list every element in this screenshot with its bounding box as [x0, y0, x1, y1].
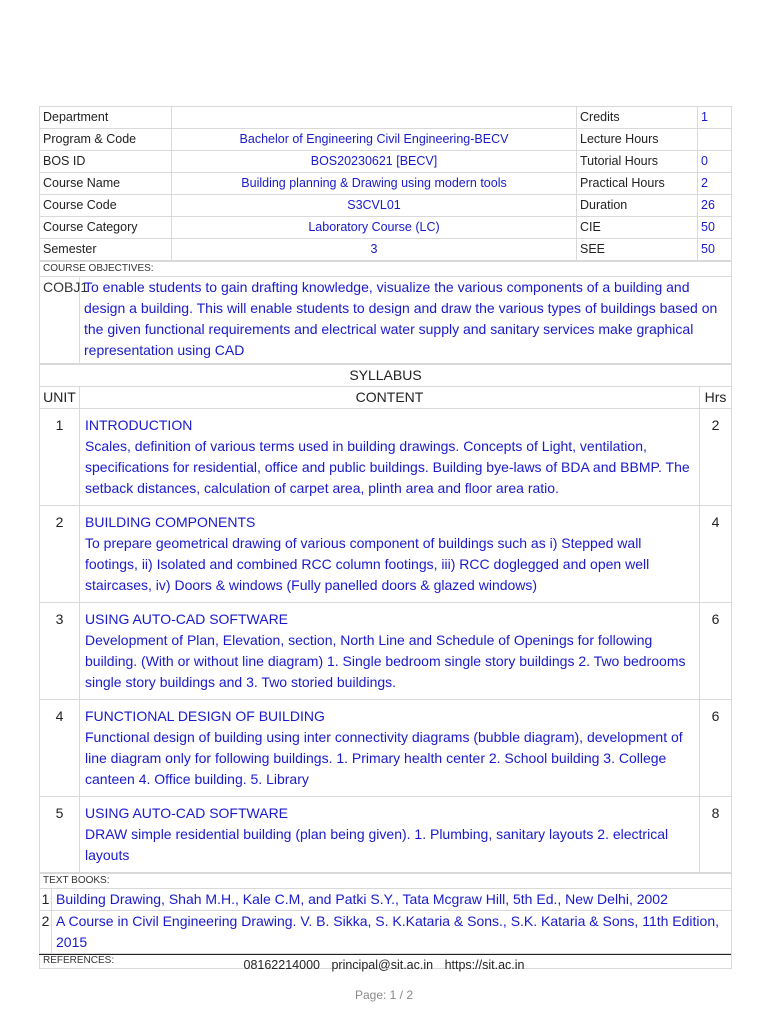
info-value: 3	[172, 239, 577, 261]
footer-website[interactable]: https://sit.ac.in	[444, 958, 525, 972]
textbooks-heading: TEXT BOOKS:	[40, 874, 732, 889]
info-right-value: 50	[698, 239, 732, 261]
info-value: Bachelor of Engineering Civil Engineering-BECV	[172, 129, 577, 151]
unit-title: FUNCTIONAL DESIGN OF BUILDING	[85, 708, 325, 724]
info-value	[172, 107, 577, 129]
hrs-column-header: Hrs	[700, 387, 732, 409]
info-label: Department	[40, 107, 172, 129]
syllabus-heading: SYLLABUS	[40, 365, 732, 387]
objective-row	[40, 277, 732, 364]
textbook-number: 1	[40, 889, 52, 911]
unit-hours: 6	[700, 603, 732, 700]
info-row	[40, 173, 732, 195]
footer-email[interactable]: principal@sit.ac.in	[331, 958, 434, 972]
info-row	[40, 151, 732, 173]
info-right-label: Lecture Hours	[577, 129, 698, 151]
info-right-label: Tutorial Hours	[577, 151, 698, 173]
info-label: Course Category	[40, 217, 172, 239]
info-label: Program & Code	[40, 129, 172, 151]
syllabus-unit-row	[40, 700, 732, 797]
unit-description: Scales, definition of various terms used in building drawings. Concepts of Light, ventilation, specifications for residential, office and public buildings. Building bye-laws of BDA and BBMP. The setback distances, calculation of carpet area, plinth area and floor area ratio.	[85, 438, 690, 496]
info-right-value: 50	[698, 217, 732, 239]
page-number: Page: 1 / 2	[354, 988, 414, 1002]
info-row	[40, 195, 732, 217]
unit-hours: 8	[700, 797, 732, 873]
unit-column-header: UNIT	[40, 387, 80, 409]
unit-number: 1	[40, 409, 80, 506]
unit-title: USING AUTO-CAD SOFTWARE	[85, 805, 289, 821]
unit-description: DRAW simple residential building (plan being given). 1. Plumbing, sanitary layouts 2. electrical layouts	[85, 826, 669, 863]
info-row	[40, 239, 732, 261]
info-label: BOS ID	[40, 151, 172, 173]
info-right-label: Credits	[577, 107, 698, 129]
unit-hours: 6	[700, 700, 732, 797]
textbook-text: Building Drawing, Shah M.H., Kale C.M, and Patki S.Y., Tata Mcgraw Hill, 5th Ed., New Delhi, 2002	[52, 889, 732, 911]
textbook-number: 2	[40, 911, 52, 954]
info-right-label: CIE	[577, 217, 698, 239]
info-right-value: 26	[698, 195, 732, 217]
info-right-value: 1	[698, 107, 732, 129]
syllabus-unit-row	[40, 603, 732, 700]
info-value: Building planning & Drawing using modern tools	[172, 173, 577, 195]
objective-text: To enable students to gain drafting knowledge, visualize the various components of a building and design a building. This will enable students to design and draw the various types of buildings based on the given functional requirements and electrical water supply and sanitary services make graphical representation using CAD	[80, 277, 732, 364]
info-value: Laboratory Course (LC)	[172, 217, 577, 239]
unit-description: Functional design of building using inter connectivity diagrams (bubble diagram), development of line diagram only for following buildings. 1. Primary health center 2. School building 3. College canteen 4. Office building. 5. Library	[85, 729, 683, 787]
unit-title: INTRODUCTION	[85, 417, 193, 433]
syllabus-unit-row	[40, 409, 732, 506]
footer-phone: 08162214000	[243, 958, 320, 972]
footer-divider	[39, 954, 731, 955]
textbook-text: A Course in Civil Engineering Drawing. V. B. Sikka, S. K.Kataria & Sons., S.K. Kataria & Sons, 11th Edition, 2015	[52, 911, 732, 954]
syllabus-table	[39, 364, 732, 873]
unit-number: 4	[40, 700, 80, 797]
course-info-table	[39, 106, 732, 261]
unit-description: Development of Plan, Elevation, section, North Line and Schedule of Openings for following building. (With or without line diagram) 1. Single bedroom single story buildings 2. Two bedrooms single story buildings and 3. Two storied buildings.	[85, 632, 686, 690]
unit-description: To prepare geometrical drawing of various component of buildings such as i) Stepped wall footings, ii) Isolated and combined RCC column footings, iii) RCC doglegged and open well staircases, iv) Doors & windows (Fully panelled doors & glazed windows)	[85, 535, 650, 593]
info-row	[40, 129, 732, 151]
info-value: S3CVL01	[172, 195, 577, 217]
info-value: BOS20230621 [BECV]	[172, 151, 577, 173]
info-row	[40, 107, 732, 129]
unit-hours: 2	[700, 409, 732, 506]
unit-content	[80, 409, 700, 506]
info-right-value: 2	[698, 173, 732, 195]
info-label: Semester	[40, 239, 172, 261]
unit-title: BUILDING COMPONENTS	[85, 514, 256, 530]
references-heading: REFERENCES:	[40, 954, 732, 969]
info-right-value: 0	[698, 151, 732, 173]
unit-title: USING AUTO-CAD SOFTWARE	[85, 611, 289, 627]
info-right-value	[698, 129, 732, 151]
unit-content	[80, 700, 700, 797]
unit-number: 5	[40, 797, 80, 873]
unit-content	[80, 506, 700, 603]
info-right-label: Duration	[577, 195, 698, 217]
unit-number: 2	[40, 506, 80, 603]
info-label: Course Code	[40, 195, 172, 217]
content-column-header: CONTENT	[80, 387, 700, 409]
objective-id: COBJ1	[40, 277, 80, 364]
footer-contact	[0, 956, 768, 974]
info-right-label: SEE	[577, 239, 698, 261]
unit-hours: 4	[700, 506, 732, 603]
textbook-row	[40, 889, 732, 911]
unit-content	[80, 797, 700, 873]
info-right-label: Practical Hours	[577, 173, 698, 195]
objectives-heading: COURSE OBJECTIVES:	[40, 262, 732, 277]
unit-content	[80, 603, 700, 700]
textbook-row	[40, 911, 732, 954]
info-row	[40, 217, 732, 239]
unit-number: 3	[40, 603, 80, 700]
syllabus-unit-row	[40, 506, 732, 603]
syllabus-unit-row	[40, 797, 732, 873]
objectives-table	[39, 261, 732, 364]
course-document	[39, 106, 731, 969]
info-label: Course Name	[40, 173, 172, 195]
